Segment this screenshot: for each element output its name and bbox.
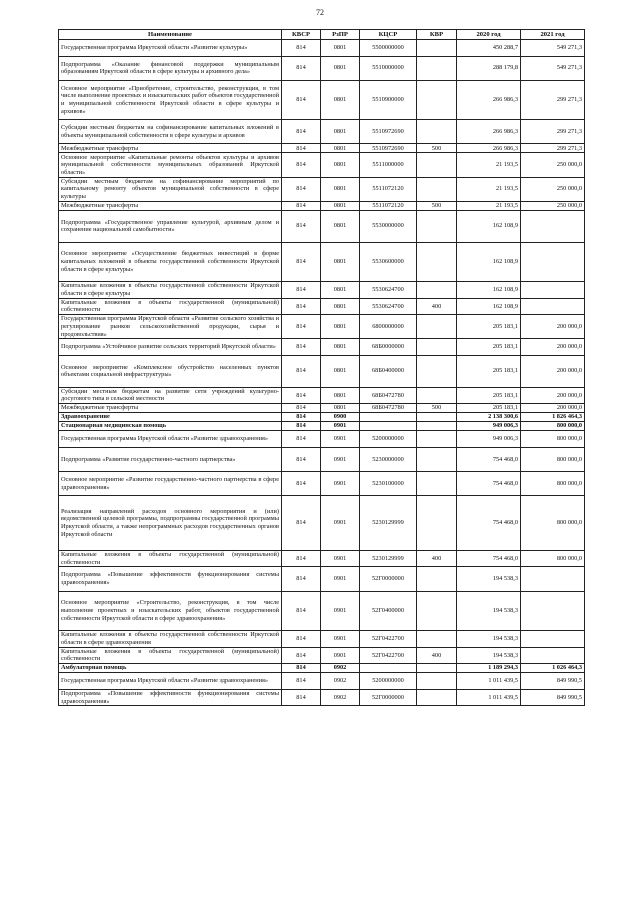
row-kvr xyxy=(417,447,457,471)
row-kvr xyxy=(417,431,457,448)
row-rzpr: 0901 xyxy=(321,647,360,664)
row-name: Здравоохранение xyxy=(59,413,282,422)
row-kvr xyxy=(417,496,457,551)
row-kcsr: 5200000000 xyxy=(360,673,417,690)
row-kvsr: 814 xyxy=(282,447,321,471)
row-kvsr: 814 xyxy=(282,673,321,690)
row-kvsr: 814 xyxy=(282,387,321,404)
row-name: Межбюджетные трансферты xyxy=(59,404,282,413)
row-kvsr: 814 xyxy=(282,40,321,57)
header-kvsr: КВСР xyxy=(282,30,321,40)
row-2020: 754 468,0 xyxy=(457,496,521,551)
row-kcsr: 5230000000 xyxy=(360,447,417,471)
row-2021: 549 271,3 xyxy=(521,56,585,80)
row-rzpr: 0901 xyxy=(321,422,360,431)
row-rzpr: 0901 xyxy=(321,550,360,567)
table-row xyxy=(59,56,585,80)
row-2021 xyxy=(521,567,585,591)
row-kcsr: 5530624700 xyxy=(360,298,417,315)
row-kcsr: 5230100000 xyxy=(360,472,417,496)
row-kcsr: 5510972690 xyxy=(360,120,417,144)
row-kvr xyxy=(417,40,457,57)
row-name: Государственная программа Иркутской области «Развитие культуры» xyxy=(59,40,282,57)
table-row xyxy=(59,298,585,315)
row-2021: 200 000,0 xyxy=(521,315,585,339)
row-kvr xyxy=(417,422,457,431)
row-2020: 754 468,0 xyxy=(457,550,521,567)
row-2021 xyxy=(521,298,585,315)
budget-table xyxy=(58,29,585,706)
row-rzpr: 0801 xyxy=(321,404,360,413)
row-2021: 800 000,0 xyxy=(521,422,585,431)
row-rzpr: 0902 xyxy=(321,689,360,706)
table-header-row xyxy=(59,30,585,40)
row-kcsr: 5511000000 xyxy=(360,153,417,177)
row-kvsr: 814 xyxy=(282,201,321,210)
row-kcsr: 5530624700 xyxy=(360,281,417,298)
row-2020: 194 538,3 xyxy=(457,591,521,630)
row-kvr xyxy=(417,355,457,387)
row-2021: 549 271,3 xyxy=(521,40,585,57)
row-2021: 200 000,0 xyxy=(521,387,585,404)
row-rzpr: 0901 xyxy=(321,496,360,551)
row-kcsr: 5200000000 xyxy=(360,431,417,448)
row-kvsr: 814 xyxy=(282,153,321,177)
row-kvr xyxy=(417,664,457,673)
row-kvr xyxy=(417,631,457,648)
row-2021: 1 026 464,3 xyxy=(521,664,585,673)
row-kvr xyxy=(417,315,457,339)
row-rzpr: 0801 xyxy=(321,339,360,356)
table-row xyxy=(59,472,585,496)
row-2021 xyxy=(521,210,585,242)
row-rzpr: 0801 xyxy=(321,298,360,315)
row-kvsr: 814 xyxy=(282,144,321,153)
row-kcsr: 68Б0400000 xyxy=(360,355,417,387)
row-name: Государственная программа Иркутской области «Развитие сельского хозяйства и регулирование рынков сельскохозяйственной продукции, сырья и продовольствия» xyxy=(59,315,282,339)
row-kcsr: 5230129999 xyxy=(360,496,417,551)
table-row xyxy=(59,80,585,119)
header-rzpr: РзПР xyxy=(321,30,360,40)
row-2020: 450 288,7 xyxy=(457,40,521,57)
row-kcsr: 5230129999 xyxy=(360,550,417,567)
page-number: 72 xyxy=(316,8,324,17)
row-rzpr: 0801 xyxy=(321,387,360,404)
table-row xyxy=(59,177,585,201)
row-2021: 200 000,0 xyxy=(521,355,585,387)
row-name: Подпрограмма «Повышение эффективности функционирования системы здравоохранения» xyxy=(59,689,282,706)
row-kvr xyxy=(417,80,457,119)
row-kvr xyxy=(417,591,457,630)
table-row xyxy=(59,422,585,431)
table-row xyxy=(59,153,585,177)
row-2021: 800 000,0 xyxy=(521,550,585,567)
table-row xyxy=(59,210,585,242)
row-name: Подпрограмма «Устойчивое развитие сельских территорий Иркутской области» xyxy=(59,339,282,356)
row-name: Государственная программа Иркутской области «Развитие здравоохранения» xyxy=(59,673,282,690)
row-kcsr: 5511072120 xyxy=(360,201,417,210)
table-row xyxy=(59,413,585,422)
row-kcsr: 52Г0000000 xyxy=(360,689,417,706)
row-kvr xyxy=(417,177,457,201)
row-name: Основное мероприятие «Строительство, реконструкция, в том числе выполнение проектных и изыскательских работ, объектов государственной собственности Иркутской области в сфере здравоохранения» xyxy=(59,591,282,630)
row-rzpr: 0900 xyxy=(321,413,360,422)
row-kvsr: 814 xyxy=(282,56,321,80)
row-name: Подпрограмма «Государственное управление культурой, архивным делом и сохранение национальной самобытности» xyxy=(59,210,282,242)
row-kcsr: 5530600000 xyxy=(360,242,417,281)
row-2020: 266 986,3 xyxy=(457,120,521,144)
row-kcsr: 5511072120 xyxy=(360,177,417,201)
row-kvsr: 814 xyxy=(282,210,321,242)
row-kvr xyxy=(417,413,457,422)
table-row xyxy=(59,315,585,339)
row-name: Подпрограмма «Повышение эффективности функционирования системы здравоохранения» xyxy=(59,567,282,591)
table-row xyxy=(59,431,585,448)
row-rzpr: 0801 xyxy=(321,242,360,281)
row-kvr: 400 xyxy=(417,550,457,567)
row-2020: 162 108,9 xyxy=(457,210,521,242)
row-name: Субсидии местным бюджетам на софинансирование капитальных вложений в объекты муниципальной собственности в сфере культуры и архивов xyxy=(59,120,282,144)
row-rzpr: 0901 xyxy=(321,591,360,630)
table-row xyxy=(59,591,585,630)
row-2020: 194 538,3 xyxy=(457,631,521,648)
row-2021: 800 000,0 xyxy=(521,496,585,551)
row-2020: 162 108,9 xyxy=(457,281,521,298)
row-kvsr: 814 xyxy=(282,591,321,630)
row-name: Капитальные вложения в объекты государственной (муниципальной) собственности xyxy=(59,298,282,315)
row-kcsr xyxy=(360,413,417,422)
row-name: Реализация направлений расходов основного мероприятия и (или) ведомственной целевой программы, подпрограммы государственной программы Иркутской области, а также непрограммных расходов государственных органов Иркутской области xyxy=(59,496,282,551)
table-row xyxy=(59,339,585,356)
row-kvr: 400 xyxy=(417,298,457,315)
row-2020: 1 011 439,5 xyxy=(457,673,521,690)
table-row xyxy=(59,281,585,298)
table-row xyxy=(59,673,585,690)
row-kvsr: 814 xyxy=(282,689,321,706)
row-name: Капитальные вложения в объекты государственной собственности Иркутской области в сфере здравоохранения xyxy=(59,631,282,648)
row-kvsr: 814 xyxy=(282,242,321,281)
row-kvsr: 814 xyxy=(282,472,321,496)
row-2020: 205 183,1 xyxy=(457,339,521,356)
row-2021 xyxy=(521,591,585,630)
row-kvr xyxy=(417,567,457,591)
row-2021: 849 990,5 xyxy=(521,673,585,690)
row-rzpr: 0801 xyxy=(321,355,360,387)
row-2021 xyxy=(521,281,585,298)
row-name: Межбюджетные трансферты xyxy=(59,201,282,210)
row-2021 xyxy=(521,631,585,648)
header-2020: 2020 год xyxy=(457,30,521,40)
row-rzpr: 0801 xyxy=(321,281,360,298)
row-kvr xyxy=(417,689,457,706)
row-2021: 800 000,0 xyxy=(521,472,585,496)
row-kcsr: 52Г0422700 xyxy=(360,647,417,664)
row-2020: 949 006,3 xyxy=(457,422,521,431)
row-kvsr: 814 xyxy=(282,120,321,144)
row-2021: 250 000,0 xyxy=(521,153,585,177)
row-2020: 205 183,1 xyxy=(457,315,521,339)
row-rzpr: 0801 xyxy=(321,315,360,339)
table-row xyxy=(59,647,585,664)
row-kcsr: 5510000000 xyxy=(360,56,417,80)
row-2021 xyxy=(521,647,585,664)
row-kvsr: 814 xyxy=(282,550,321,567)
row-kvsr: 814 xyxy=(282,404,321,413)
table-row xyxy=(59,201,585,210)
header-2021: 2021 год xyxy=(521,30,585,40)
row-2020: 162 108,9 xyxy=(457,242,521,281)
row-kvr xyxy=(417,56,457,80)
row-2020: 1 011 439,5 xyxy=(457,689,521,706)
row-kvr: 400 xyxy=(417,647,457,664)
table-row xyxy=(59,355,585,387)
table-row xyxy=(59,242,585,281)
row-rzpr: 0902 xyxy=(321,664,360,673)
table-row xyxy=(59,40,585,57)
row-2021 xyxy=(521,242,585,281)
row-kvr xyxy=(417,210,457,242)
row-kvr xyxy=(417,242,457,281)
row-kvsr: 814 xyxy=(282,80,321,119)
row-2021: 849 990,5 xyxy=(521,689,585,706)
row-kvsr: 814 xyxy=(282,431,321,448)
row-rzpr: 0801 xyxy=(321,80,360,119)
row-2020: 266 986,3 xyxy=(457,144,521,153)
row-kvsr: 814 xyxy=(282,496,321,551)
row-kvr xyxy=(417,153,457,177)
row-rzpr: 0801 xyxy=(321,177,360,201)
row-2020: 21 193,5 xyxy=(457,201,521,210)
row-kcsr xyxy=(360,664,417,673)
row-2020: 21 193,5 xyxy=(457,153,521,177)
row-kcsr: 52Г0400000 xyxy=(360,591,417,630)
header-name: Наименование xyxy=(59,30,282,40)
row-2021: 200 000,0 xyxy=(521,339,585,356)
row-kcsr: 52Г0422700 xyxy=(360,631,417,648)
row-2021: 250 000,0 xyxy=(521,177,585,201)
row-2020: 754 468,0 xyxy=(457,472,521,496)
row-rzpr: 0901 xyxy=(321,447,360,471)
row-2020: 21 193,5 xyxy=(457,177,521,201)
row-2020: 1 189 294,3 xyxy=(457,664,521,673)
table-row xyxy=(59,631,585,648)
row-kvsr: 814 xyxy=(282,298,321,315)
row-kvsr: 814 xyxy=(282,413,321,422)
row-kcsr: 5530000000 xyxy=(360,210,417,242)
row-kvsr: 814 xyxy=(282,355,321,387)
table-row xyxy=(59,404,585,413)
row-kcsr xyxy=(360,422,417,431)
row-kvr: 500 xyxy=(417,144,457,153)
row-rzpr: 0901 xyxy=(321,472,360,496)
row-2021: 250 000,0 xyxy=(521,201,585,210)
row-rzpr: 0801 xyxy=(321,56,360,80)
row-2020: 949 006,3 xyxy=(457,431,521,448)
row-name: Подпрограмма «Оказание финансовой поддержки муниципальным образованиям Иркутской области в сфере культуры и архивного дела» xyxy=(59,56,282,80)
table-body xyxy=(59,40,585,706)
row-2020: 205 183,1 xyxy=(457,404,521,413)
table-row xyxy=(59,567,585,591)
row-2020: 205 183,1 xyxy=(457,387,521,404)
row-kvsr: 814 xyxy=(282,315,321,339)
row-kcsr: 68Б0472780 xyxy=(360,387,417,404)
row-rzpr: 0902 xyxy=(321,673,360,690)
row-kcsr: 6800000000 xyxy=(360,315,417,339)
row-2020: 754 468,0 xyxy=(457,447,521,471)
row-kvsr: 814 xyxy=(282,177,321,201)
row-name: Основное мероприятие «Приобретение, строительство, реконструкция, в том числе выполнение проектных и изыскательских работ объектов государственной и муниципальной собственности Иркутской области в сфере культуры и архивов» xyxy=(59,80,282,119)
row-2021: 800 000,0 xyxy=(521,447,585,471)
row-kcsr: 68Б0472780 xyxy=(360,404,417,413)
table-row xyxy=(59,496,585,551)
row-name: Капитальные вложения в объекты государственной собственности Иркутской области в сфере культуры xyxy=(59,281,282,298)
row-name: Капитальные вложения в объекты государственной (муниципальной) собственности xyxy=(59,647,282,664)
row-kvsr: 814 xyxy=(282,281,321,298)
row-2020: 162 108,9 xyxy=(457,298,521,315)
table-row xyxy=(59,664,585,673)
table-row xyxy=(59,387,585,404)
row-kcsr: 5500000000 xyxy=(360,40,417,57)
row-kvsr: 814 xyxy=(282,631,321,648)
row-rzpr: 0901 xyxy=(321,431,360,448)
row-name: Амбулаторная помощь xyxy=(59,664,282,673)
row-2020: 2 138 300,6 xyxy=(457,413,521,422)
row-kvsr: 814 xyxy=(282,647,321,664)
row-kvsr: 814 xyxy=(282,664,321,673)
row-kcsr: 68Б0000000 xyxy=(360,339,417,356)
row-rzpr: 0801 xyxy=(321,40,360,57)
row-kvsr: 814 xyxy=(282,567,321,591)
row-2021: 299 271,3 xyxy=(521,80,585,119)
row-rzpr: 0801 xyxy=(321,153,360,177)
table-row xyxy=(59,689,585,706)
row-name: Основное мероприятие «Развитие государственно-частного партнерства в сфере здравоохранения» xyxy=(59,472,282,496)
row-kvr xyxy=(417,472,457,496)
row-kvsr: 814 xyxy=(282,422,321,431)
row-2020: 194 538,3 xyxy=(457,647,521,664)
row-rzpr: 0901 xyxy=(321,567,360,591)
row-name: Основное мероприятие «Комплексное обустройство населенных пунктов объектами социальной инфраструктуры» xyxy=(59,355,282,387)
row-kvsr: 814 xyxy=(282,339,321,356)
row-kcsr: 5510972690 xyxy=(360,144,417,153)
row-2020: 205 183,1 xyxy=(457,355,521,387)
row-kvr xyxy=(417,387,457,404)
row-kvr: 500 xyxy=(417,404,457,413)
row-kvr xyxy=(417,281,457,298)
row-name: Субсидии местным бюджетам на развитие сети учреждений культурно-досугового типа в сельской местности xyxy=(59,387,282,404)
row-kvr xyxy=(417,673,457,690)
table-row xyxy=(59,120,585,144)
row-2021: 800 000,0 xyxy=(521,431,585,448)
row-kvr: 500 xyxy=(417,201,457,210)
row-2020: 266 986,3 xyxy=(457,80,521,119)
row-name: Основное мероприятие «Осуществление бюджетных инвестиций в форме капитальных вложений в объекты государственной собственности Иркутской области в сфере культуры» xyxy=(59,242,282,281)
row-2021: 299 271,3 xyxy=(521,144,585,153)
row-kvr xyxy=(417,339,457,356)
header-kvr: КВР xyxy=(417,30,457,40)
table-row xyxy=(59,447,585,471)
row-2021: 299 271,3 xyxy=(521,120,585,144)
row-kcsr: 52Г0000000 xyxy=(360,567,417,591)
row-kcsr: 5510900000 xyxy=(360,80,417,119)
row-rzpr: 0801 xyxy=(321,201,360,210)
row-rzpr: 0801 xyxy=(321,120,360,144)
row-name: Основное мероприятие «Капитальные ремонты объектов культуры и архивов муниципальной собственности муниципальных образований Иркутской области» xyxy=(59,153,282,177)
row-rzpr: 0901 xyxy=(321,631,360,648)
row-name: Государственная программа Иркутской области «Развитие здравоохранения» xyxy=(59,431,282,448)
table-row xyxy=(59,550,585,567)
row-rzpr: 0801 xyxy=(321,144,360,153)
row-name: Стационарная медицинская помощь xyxy=(59,422,282,431)
row-2021: 200 000,0 xyxy=(521,404,585,413)
row-2020: 288 179,8 xyxy=(457,56,521,80)
row-kvr xyxy=(417,120,457,144)
row-rzpr: 0801 xyxy=(321,210,360,242)
header-kcsr: КЦСР xyxy=(360,30,417,40)
row-2021: 1 826 464,3 xyxy=(521,413,585,422)
table-row xyxy=(59,144,585,153)
row-name: Подпрограмма «Развитие государственно-частного партнерства» xyxy=(59,447,282,471)
row-name: Межбюджетные трансферты xyxy=(59,144,282,153)
row-name: Капитальные вложения в объекты государственной (муниципальной) собственности xyxy=(59,550,282,567)
row-name: Субсидии местным бюджетам на софинансирование мероприятий по капитальному ремонту объектов муниципальной собственности в сфере культуры xyxy=(59,177,282,201)
row-2020: 194 538,3 xyxy=(457,567,521,591)
